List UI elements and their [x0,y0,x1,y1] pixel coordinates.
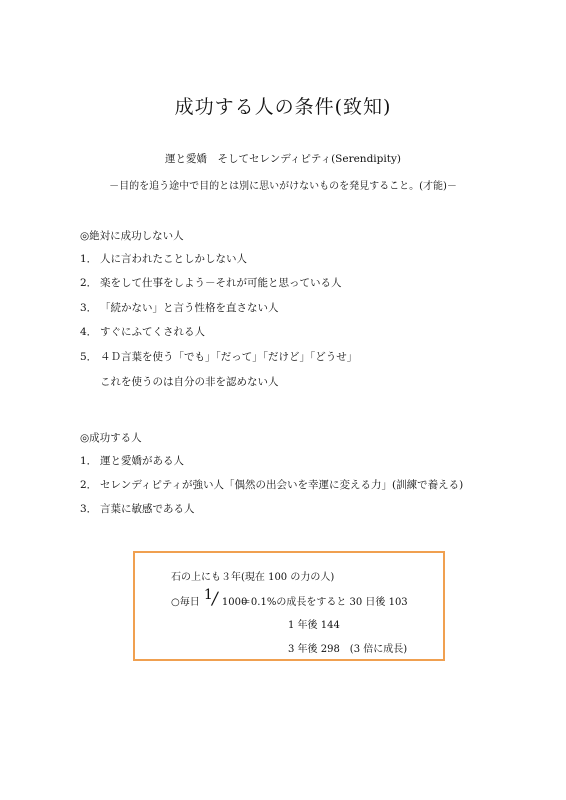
item-number: 3． [80,302,98,314]
fail-item-3 [80,300,279,315]
heading-succeed: ◎成功する人 [80,432,142,444]
item-text: ４Ｄ言葉を使う「でも」「だって」「だけど」「どうせ」 [100,351,358,363]
box-line-3: 1 年後 144 [288,620,340,631]
box-line-1: 石の上にも３年(現在 100 の力の人) [171,572,335,583]
item-text: 「続かない」と言う性格を直さない人 [100,302,279,314]
box-line-2-prefix: ○毎日 [171,597,200,608]
success-item-2 [80,477,463,492]
fail-item-2 [80,275,342,290]
item-number: 1． [80,253,98,265]
item-number: 2． [80,277,98,289]
fail-item-5 [80,349,357,364]
fail-item-5-note: これを使うのは自分の非を認めない人 [100,376,279,388]
heading-never-succeed: ◎絶対に成功しない人 [80,230,184,242]
page-title: 成功する人の条件(致知) [174,96,392,118]
fail-item-4 [80,324,205,339]
item-text: すぐにふてくされる人 [100,326,205,338]
tagline: －目的を追う途中で目的とは別に思いがけないものを発見すること。(才能)－ [109,181,457,192]
item-number: 1． [80,455,98,467]
fail-item-1 [80,251,247,266]
box-line-4: 3 年後 298 (3 倍に成長) [288,644,408,655]
box-line-2-suffix: ＝0.1%の成長をすると 30 日後 103 [240,597,408,608]
subtitle: 運と愛嬌 そしてセレンディピティ(Serendipity) [165,153,401,165]
item-number: 5． [80,351,98,363]
item-text: 人に言われたことしかしない人 [100,253,247,265]
item-number: 3． [80,503,98,515]
fraction-numerator: 1 [203,587,213,603]
item-text: セレンディピティが強い人「偶然の出会いを幸運に変える力」(訓練で養える) [100,479,464,491]
item-number: 2． [80,479,98,491]
item-text: 運と愛嬌がある人 [100,455,184,467]
success-item-1 [80,453,184,468]
success-item-3 [80,501,195,516]
fraction-slash: / [210,589,220,609]
fraction-denominator: 1000 [221,597,248,608]
item-text: 言葉に敏感である人 [100,503,195,515]
fraction [203,587,248,609]
item-text: 楽をして仕事をしよう－それが可能と思っている人 [100,277,342,289]
box-line-2 [171,587,408,609]
growth-box [133,551,445,661]
item-number: 4． [80,326,98,338]
